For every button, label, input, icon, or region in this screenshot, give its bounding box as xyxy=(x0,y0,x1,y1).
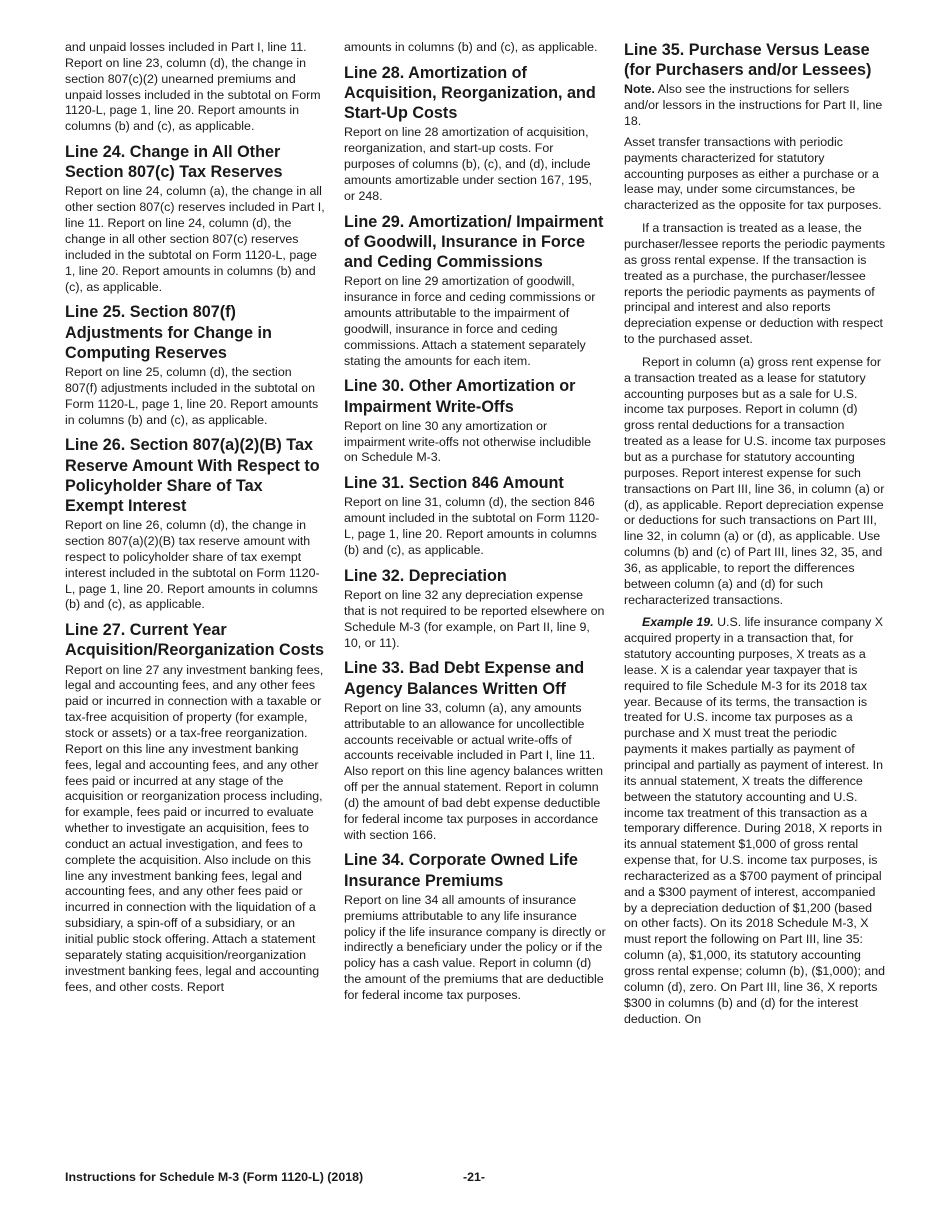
paragraph-line-27: Report on line 27 any investment banking fees, legal and accounting fees, and any other fees paid or incurred in connection with a taxable or tax-free acquisition of property (for example, stock or assets) or a tax-free reorganization. Report on this line any investment banking fees, legal and accounting fees, and any other fees paid or incurred at any stage of the acquisition or reorganization process including, for example, fees paid or incurred to evaluate whether to investigate an acquisition, fees to conduct an actual investigation, and fees to complete the acquisition. Also include on this line any investment banking fees, legal and accounting fees, and any other fees paid or incurred in connection with the liquidation of a subsidiary, a spin-off of a subsidiary, or an initial public stock offering. Attach a statement separately stating acquisition/reorganization investment banking fees, legal and accounting fees, and other costs. Report xyxy=(65,662,324,994)
column-left xyxy=(65,40,325,995)
page-footer xyxy=(65,1170,885,1184)
note-label: Note. xyxy=(624,82,655,97)
paragraph-asset-transfer: Asset transfer transactions with periodic payments characterized for statutory accounting purposes as either a purchase or a lease may, under some circumstances, be characterized as the opposite for tax purposes. xyxy=(624,134,882,213)
paragraph-line-32: Report on line 32 any depreciation expense that is not required to be reported elsewhere on Schedule M-3 (for example, on Part II, line 9, 10, or 11). xyxy=(344,588,605,650)
paragraph-line-25: Report on line 25, column (d), the section 807(f) adjustments included in the subtotal on Form 1120-L, page 1, line 20. Report amounts in columns (b) and (c), as applicable. xyxy=(65,364,319,427)
heading-line-25: Line 25. Section 807(f) Adjustments for Change in Computing Reserves xyxy=(65,303,272,362)
heading-line-32: Line 32. Depreciation xyxy=(344,566,507,585)
paragraph-line-34: Report on line 34 all amounts of insurance premiums attributable to any life insurance policy if the life insurance company is directly or indirectly a beneficiary under the policy or if the policy has a cash value. Report in column (d) the amount of the premiums that are deductible for federal income tax purposes. xyxy=(344,892,606,1002)
heading-line-24: Line 24. Change in All Other Section 807(c) Tax Reserves xyxy=(65,143,283,182)
paragraph-line-26: Report on line 26, column (d), the change in section 807(a)(2)(B) tax reserve amount with respect to policyholder share of tax exempt interest included in the subtotal on Form 1120-L, page 1, line 20. Report amounts in columns (b) and (c), as applicable. xyxy=(65,518,320,612)
note-text: Also see the instructions for sellers and/or lessors in the instructions for Part II, line 18. xyxy=(624,82,883,129)
footer-title: Instructions for Schedule M-3 (Form 1120-L) (2018) xyxy=(65,1170,364,1184)
paragraph-line-30: Report on line 30 any amortization or impairment write-offs not otherwise includible on Schedule M-3. xyxy=(344,418,592,465)
paragraph-line-27-continued: amounts in columns (b) and (c), as applicable. xyxy=(344,40,598,54)
example-19-paragraph xyxy=(624,615,886,1027)
column-right xyxy=(624,40,886,1027)
paragraph-line-29: Report on line 29 amortization of goodwill, insurance in force and ceding commissions or amounts attributable to the impairment of goodwill, insurance in force and ceding commissions. Attach a statement separately stating the amounts for each item. xyxy=(344,274,596,368)
paragraph-lease-treatment: If a transaction is treated as a lease, the purchaser/lessee reports the periodic payments as gross rental expense. If the transaction is treated as a purchase, the purchaser/lessee reports the periodic payments as payments of principal and interest and also reports depreciation expense or deduction with respect to the purchased asset. xyxy=(624,221,886,347)
note-paragraph xyxy=(624,82,886,130)
paragraph-line-23-continued: and unpaid losses included in Part I, line 11. Report on line 23, column (d), the change in section 807(c)(2) unearned premiums and unpaid losses included in the subtotal on Form 1120-L, page 1, line 20. Report amounts in columns (b) and (c), as applicable. xyxy=(65,40,321,134)
paragraph-line-31: Report on line 31, column (d), the section 846 amount included in the subtotal on Form 1120-L, page 1, line 20. Report amounts in columns (b) and (c), as applicable. xyxy=(344,495,600,558)
paragraph-report-columns: Report in column (a) gross rent expense for a transaction treated as a lease for statutory accounting purposes but as a sale for U.S. income tax purposes. Report in column (d) gross rental deductions for a transaction treated as a lease for U.S. income tax purposes but as a purchase for statutory accounting purposes. Report interest expense for such transactions on Part III, line 36, in column (a) or (d), as applicable. Report depreciation expense or deductions for such transactions on Part III, line 32, in column (a) or (d), as applicable. Use columns (b) and (c) of Part III, lines 32, 35, and 36, as applicable, to report the differences between column (a) and (d) for such recharacterized transactions. xyxy=(624,354,886,607)
heading-line-31: Line 31. Section 846 Amount xyxy=(344,474,564,493)
heading-line-26: Line 26. Section 807(a)(2)(B) Tax Reserve Amount With Respect to Policyholder Share of Tax Exempt Interest xyxy=(65,436,320,515)
heading-line-30: Line 30. Other Amortization or Impairment Write-Offs xyxy=(344,377,576,416)
paragraph-line-33: Report on line 33, column (a), any amounts attributable to an allowance for uncollectible accounts receivable or actual write-offs of accounts receivable included in Part I, line 11. Also report on this line agency balances written off per the annual statement. Report in column (d) the amount of bad debt expense deductible for federal income tax purposes in accordance with section 166. xyxy=(344,700,603,842)
paragraph-line-24: Report on line 24, column (a), the change in all other section 807(c) reserves included in Part I, line 11. Report on line 24, column (d), the change in all other section 807(c) reserves included in the subtotal on Form 1120-L, page 1, line 20. Report amounts in columns (b) and (c), as applicable. xyxy=(65,184,325,294)
heading-line-34: Line 34. Corporate Owned Life Insurance Premiums xyxy=(344,851,578,890)
paragraph-line-28: Report on line 28 amortization of acquisition, reorganization, and start-up costs. For purposes of columns (b), (c), and (d), include amounts amortizable under section 167, 195, or 248. xyxy=(344,125,592,203)
heading-line-27: Line 27. Current Year Acquisition/Reorganization Costs xyxy=(65,621,325,660)
example-19-label: Example 19. xyxy=(642,615,714,630)
page-number: -21- xyxy=(463,1170,486,1184)
heading-line-33: Line 33. Bad Debt Expense and Agency Balances Written Off xyxy=(344,659,585,698)
heading-line-35: Line 35. Purchase Versus Lease (for Purchasers and/or Lessees) xyxy=(624,41,872,80)
heading-line-28: Line 28. Amortization of Acquisition, Reorganization, and Start-Up Costs xyxy=(344,63,596,123)
example-19-text: U.S. life insurance company X acquired property in a transaction that, for statutory accounting purposes, X treats as a lease. X is a calendar year taxpayer that is required to file Schedule M-3 for its 2018 tax year. Because of its terms, the transaction is treated for U.S. income tax purposes as a purchase and X must treat the periodic payments it makes partially as payment of principal and partially as payment of interest. In its annual statement, X treats the difference between the statutory accounting and U.S. income tax treatment of this transaction as a temporary difference. During 2018, X reports in its annual statement $1,000 of gross rental expense that, for U.S. income tax purposes, is recharacterized as a $700 payment of principal and a $300 payment of interest, accompanied by a depreciation deduction of $1,200 (based on other facts). On its 2018 Schedule M-3, X must report the following on Part III, line 35: column (a), $1,000, its statutory accounting gross rental expense; column (b), ($1,000); and column (d), zero. On Part III, line 36, X reports $300 in columns (b) and (d) for the interest deduction. On xyxy=(624,615,886,1026)
column-middle xyxy=(344,40,606,1004)
heading-line-29: Line 29. Amortization/ Impairment of Goodwill, Insurance in Force and Ceding Commissions xyxy=(344,212,604,272)
